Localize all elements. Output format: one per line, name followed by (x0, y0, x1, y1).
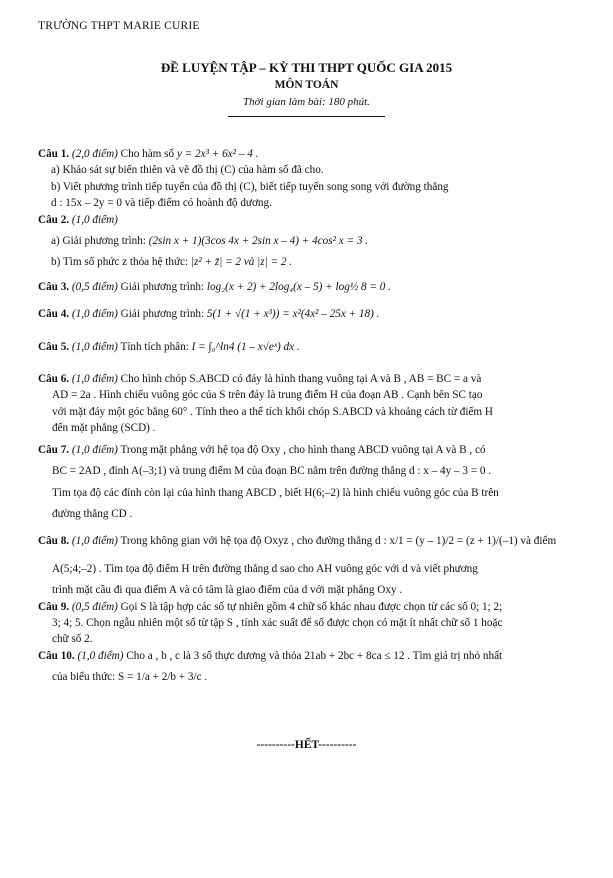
question-points: (1,0 điểm) (77, 649, 124, 662)
question-text-line: đến mặt phẳng (SCD) . (52, 422, 156, 435)
question-part-b: b) Viết phương trình tiếp tuyến của đồ thị (C), biết tiếp tuyến song song với đường thẳng (51, 180, 449, 193)
question-8 (38, 533, 578, 598)
question-3 (38, 279, 578, 295)
question-text: Tính tích phân: (120, 340, 189, 353)
question-label: Câu 1. (38, 148, 70, 160)
question-points: (1,0 điểm) (71, 373, 118, 386)
question-label: Câu 2. (38, 213, 70, 226)
question-7 (38, 442, 578, 523)
question-part-b-cont: d : 15x – 2y = 0 và tiếp điểm có hoành độ dương. (51, 197, 272, 210)
formula: |z² + z̄| = 2 và |z| = 2 . (190, 256, 293, 269)
question-label: Câu 4. (38, 308, 70, 321)
question-2 (38, 212, 578, 271)
question-9 (38, 599, 578, 648)
question-10 (38, 648, 578, 686)
question-part-b: b) Tìm số phức z thỏa hệ thức: (51, 256, 189, 269)
question-points: (2,0 điểm) (71, 148, 118, 160)
question-text: Cho a , b , c là 3 số thực dương và thỏa 21ab + 2bc + 8ca ≤ 12 . Tìm giá trị nhỏ nhất (126, 649, 503, 662)
question-part-a: a) Giải phương trình: (51, 235, 146, 248)
header-divider (228, 116, 385, 117)
formula: (2sin x + 1)(3cos 4x + 2sin x – 4) + 4cos² x = 3 . (148, 235, 369, 248)
exam-duration: Thời gian làm bài: 180 phút. (243, 96, 370, 108)
formula: 5(1 + √(1 + x³)) = x²(4x² – 25x + 18) . (206, 308, 380, 321)
question-text-line: với mặt đáy một góc bằng 60° . Tính theo a thể tích khối chóp S.ABCD và khoảng cách từ điểm H (52, 405, 493, 418)
question-text: Cho hàm số (120, 148, 175, 160)
question-points: (1,0 điểm) (71, 340, 118, 353)
exam-subject: MÔN TOÁN (274, 79, 339, 91)
formula: I = ∫₀^ln4 (1 – x√eˣ) dx . (191, 340, 300, 353)
question-text-line: trình mặt cầu đi qua điểm A và có tâm là giao điểm của d với mặt phẳng Oxy . (52, 584, 403, 597)
question-4 (38, 306, 578, 322)
exam-title: ĐỀ LUYỆN TẬP – KỲ THI THPT QUỐC GIA 2015 (160, 60, 453, 75)
question-text-line: chữ số 2. (52, 633, 93, 646)
question-part-a: a) Khảo sát sự biến thiên và vẽ đồ thị (C) của hàm số đã cho. (51, 164, 324, 177)
question-text-line: 3; 4; 5. Chọn ngẫu nhiên một số từ tập S , tính xác suất để số được chọn có mặt ít nhất chữ số 1 hoặc (52, 616, 503, 629)
formula: y = 2x³ + 6x² – 4 . (176, 148, 259, 160)
question-label: Câu 7. (38, 443, 70, 456)
question-label: Câu 3. (38, 280, 70, 293)
question-text: Giải phương trình: (120, 308, 205, 321)
questions (38, 146, 578, 686)
formula: log₂(x + 2) + 2log₄(x – 5) + log½ 8 = 0 . (206, 280, 391, 293)
question-points: (0,5 điểm) (71, 600, 118, 613)
question-points: (1,0 điểm) (71, 213, 118, 226)
question-5 (38, 339, 578, 355)
question-text-line: AD = 2a . Hình chiếu vuông góc của S trên đáy là trung điểm H của đoạn AB . Cạnh bên SC tạo (52, 389, 483, 402)
question-label: Câu 8. (38, 535, 70, 548)
question-text: Cho hình chóp S.ABCD có đáy là hình thang vuông tại A và B , AB = BC = a và (120, 373, 482, 386)
question-text-line: đường thẳng CD . (52, 507, 133, 520)
question-text: Giải phương trình: (120, 280, 205, 293)
question-text-line: của biểu thức: S = 1/a + 2/b + 3/c . (52, 671, 208, 684)
question-text-line: A(5;4;–2) . Tìm tọa độ điểm H trên đường thẳng d sao cho AH vuông góc với d và viết phương (52, 562, 478, 575)
question-text: Gọi S là tập hợp các số tự nhiên gồm 4 chữ số khác nhau được chọn từ các số 0; 1; 2; (120, 600, 503, 613)
question-points: (1,0 điểm) (71, 443, 118, 456)
question-points: (1,0 điểm) (71, 535, 118, 548)
question-text: Trong mặt phẳng với hệ tọa độ Oxy , cho hình thang ABCD vuông tại A và B , có (120, 443, 486, 456)
school-name: TRƯỜNG THPT MARIE CURIE (38, 20, 200, 32)
question-label: Câu 9. (38, 600, 70, 613)
question-label: Câu 6. (38, 373, 70, 386)
question-text-line: Tìm tọa độ các đỉnh còn lại của hình thang ABCD , biết H(6;–2) là hình chiếu vuông góc của B trên (52, 486, 499, 499)
end-marker: ----------HẾT---------- (256, 739, 357, 751)
question-points: (1,0 điểm) (71, 308, 118, 321)
question-label: Câu 5. (38, 340, 70, 353)
question-text-line: BC = 2AD , đỉnh A(–3;1) và trung điểm M của đoạn BC nằm trên đường thẳng d : x – 4y – 3 = 0 . (52, 465, 492, 478)
question-1 (38, 146, 578, 212)
question-label: Câu 10. (38, 649, 75, 662)
question-points: (0,5 điểm) (71, 280, 118, 293)
question-text: Trong không gian với hệ tọa độ Oxyz , cho đường thẳng d : x/1 = (y – 1)/2 = (z + 1)/(–1) và điểm (120, 535, 557, 548)
question-6 (38, 371, 578, 437)
